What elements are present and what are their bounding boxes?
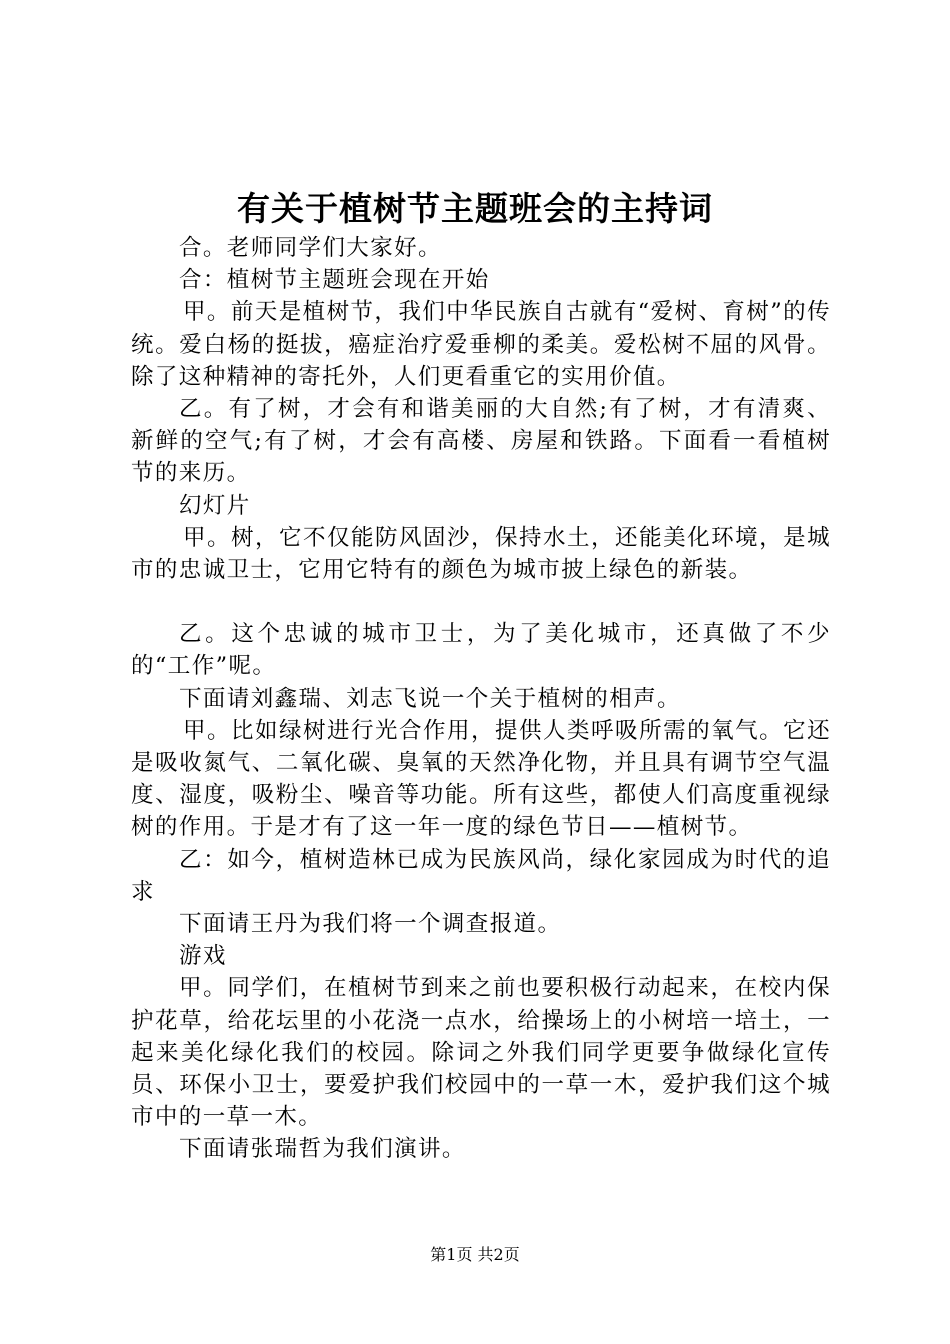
paragraph: 下面请刘鑫瑞、刘志飞说一个关于植树的相声。 — [179, 685, 681, 712]
paragraph: 游戏 — [179, 943, 227, 970]
paragraph: 甲。同学们，在植树节到来之前也要积极行动起来，在校内保护花草，给花坛里的小花浇一点水，给操场上的小树培一培土，一起来美化绿化我们的校园。除词之外我们同学更要争做绿化宣传员、环保小卫士，要爱护我们校园中的一草一木，爱护我们这个城市中的一草一木。 — [131, 975, 831, 1131]
page-footer: 第1页 共2页 — [430, 1245, 520, 1264]
paragraph: 乙。有了树，才会有和谐美丽的大自然;有了树，才有清爽、新鲜的空气;有了树，才会有高楼、房屋和铁路。下面看一看植树节的来历。 — [131, 396, 831, 487]
paragraph: 下面请张瑞哲为我们演讲。 — [179, 1136, 466, 1163]
document-body — [131, 232, 831, 1166]
paragraph: 甲。比如绿树进行光合作用，提供人类呼吸所需的氧气。它还是吸收氮气、二氧化碳、臭氧的天然净化物，并且具有调节空气温度、湿度，吸粉尘、噪音等功能。所有这些，都使人们高度重视绿树的作用。于是才有了这一年一度的绿色节日——植树节。 — [131, 717, 831, 841]
paragraph: 合。老师同学们大家好。 — [179, 235, 442, 261]
paragraph: 甲。前天是植树节，我们中华民族自古就有“爱树、育树”的传统。爱白杨的挺拔，癌症治疗爱垂柳的柔美。爱松树不屈的风骨。除了这种精神的寄托外，人们更看重它的实用价值。 — [131, 299, 831, 390]
document-title: 有关于植树节主题班会的主持词 — [237, 189, 713, 228]
paragraph: 乙。这个忠诚的城市卫士，为了美化城市，还真做了不少的“工作”呢。 — [131, 621, 831, 680]
paragraph: 下面请王丹为我们将一个调查报道。 — [179, 911, 562, 938]
paragraph: 乙：如今，植树造林已成为民族风尚，绿化家园成为时代的追求 — [131, 846, 831, 905]
paragraph: 合：植树节主题班会现在开始 — [179, 267, 490, 294]
paragraph: 甲。树，它不仅能防风固沙，保持水土，还能美化环境，是城市的忠诚卫士，它用它特有的颜色为城市披上绿色的新装。 — [131, 524, 831, 584]
paragraph: 幻灯片 — [179, 492, 251, 519]
